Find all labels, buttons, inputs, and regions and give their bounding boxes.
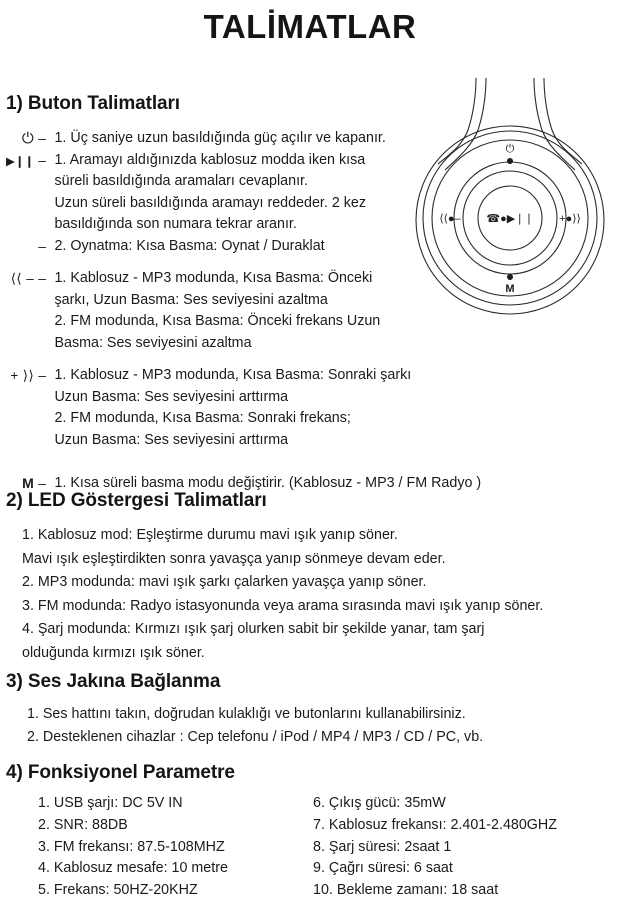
- list-item: 4. Şarj modunda: Kırmızı ışık şarj olurken sabit bir şekilde yanar, tam şarj: [22, 621, 485, 637]
- next-track-icon-glyph: + ⟩⟩: [10, 368, 35, 383]
- mode-label: M: [505, 283, 515, 295]
- param-item: 8. Şarj süresi: 2saat 1: [313, 838, 452, 855]
- row-dash: –: [38, 151, 47, 168]
- desc-line: Uzun süreli basıldığında aramayı reddeder. 2 kez: [54, 194, 366, 211]
- desc-line: 1. Üç saniye uzun basıldığında güç açılır ve kapanır.: [54, 130, 386, 146]
- play-pause-description: [53, 150, 481, 236]
- volume-up-label: +●⟩⟩: [559, 213, 581, 225]
- desc-line: şarkı, Uzun Basma: Ses seviyesini azaltma: [54, 291, 328, 308]
- audio-jack-instructions-list: [27, 703, 617, 748]
- call-play-label: ☎●▶❘❘: [486, 213, 534, 225]
- play-pause-icon: [6, 150, 53, 236]
- headband-right-arm-inner: [534, 78, 575, 170]
- section-heading-led: 2) LED Göstergesi Talimatları: [6, 490, 267, 511]
- desc-line: 1. Kısa süreli basma modu değiştirir. (Kablosuz - MP3 / FM Radyo ): [54, 475, 482, 491]
- list-item: 3. FM modunda: Radyo istasyonunda veya arama sırasında mavi ışık yanıp söner.: [22, 597, 544, 614]
- power-description: [53, 128, 481, 150]
- spacer-row: [6, 354, 481, 365]
- page-title: TALİMATLAR: [203, 8, 417, 45]
- power-label: ⏻: [505, 143, 515, 155]
- next-track-volume-up-icon: [6, 365, 53, 451]
- desc-line: 1. Aramayı aldığınızda kablosuz modda iken kısa: [54, 151, 366, 168]
- power-icon-glyph: ⏻: [21, 130, 35, 147]
- play-pause-icon-glyph: ▶❙❙: [6, 155, 35, 168]
- section-heading-audio-jack: 3) Ses Jakına Bağlanma: [6, 671, 221, 692]
- list-item: olduğunda kırmızı ışık söner.: [22, 644, 205, 661]
- row-dash: –: [38, 475, 47, 491]
- spacer-row: [6, 451, 481, 462]
- table-row: [6, 365, 481, 451]
- led-instructions-list: [22, 524, 618, 665]
- power-led-dot: [507, 158, 513, 164]
- list-item: Mavi ışık eşleştirdikten sonra yavaşça yanıp sönmeye devam eder.: [22, 550, 446, 567]
- previous-track-icon-glyph: ⟨⟨ –: [10, 271, 35, 286]
- desc-line: 2. FM modunda, Kısa Basma: Sonraki frekans;: [54, 410, 351, 426]
- param-item: 4. Kablosuz mesafe: 10 metre: [38, 860, 228, 877]
- list-item: 2. MP3 modunda: mavi ışık şarkı çalarken yavaşça yanıp söner.: [22, 574, 427, 590]
- playback-description: [53, 236, 481, 258]
- param-item: 10. Bekleme zamanı: 18 saat: [313, 882, 499, 899]
- previous-track-volume-down-icon: [6, 268, 53, 354]
- desc-line: basıldığında son numara tekrar aranır.: [54, 216, 297, 232]
- section-heading-buttons: 1) Buton Talimatları: [6, 93, 180, 114]
- param-item: 2. SNR: 88DB: [38, 816, 128, 833]
- row-dash: –: [38, 237, 47, 254]
- desc-line: süreli basıldığında aramaları cevaplanır.: [54, 173, 308, 189]
- mode-led-dot: [507, 274, 513, 280]
- row-dash: –: [38, 367, 47, 383]
- next-track-description: [53, 365, 481, 451]
- playback-row-marker: [6, 236, 53, 258]
- volume-down-label: ⟨⟨●–: [439, 213, 461, 225]
- desc-line: Uzun Basma: Ses seviyesini arttırma: [54, 431, 289, 448]
- param-item: 6. Çıkış gücü: 35mW: [313, 795, 446, 811]
- list-item: 1. Kablosuz mod: Eşleştirme durumu mavi ışık yanıp söner.: [22, 527, 398, 543]
- section-heading-parameters: 4) Fonksiyonel Parametre: [6, 762, 235, 783]
- earcup-center-ring: [478, 186, 542, 250]
- desc-line: 1. Kablosuz - MP3 modunda, Kısa Basma: Sonraki şarkı: [54, 367, 412, 383]
- headband-right-arm: [544, 78, 582, 164]
- desc-line: 2. FM modunda, Kısa Basma: Önceki frekans Uzun: [54, 313, 381, 329]
- table-row: [6, 236, 481, 258]
- list-item: 1. Ses hattını takın, doğrudan kulaklığı ve butonlarını kullanabilirsiniz.: [27, 706, 466, 722]
- param-item: 9. Çağrı süresi: 6 saat: [313, 860, 453, 877]
- button-instructions-table: [6, 128, 481, 495]
- table-row: [6, 150, 481, 236]
- table-row: [6, 268, 481, 354]
- param-item: 7. Kablosuz frekansı: 2.401-2.480GHZ: [313, 816, 557, 833]
- desc-line: Basma: Ses seviyesini azaltma: [54, 334, 252, 351]
- desc-line: 2. Oynatma: Kısa Basma: Oynat / Duraklat: [54, 237, 325, 254]
- param-item: 5. Frekans: 50HZ-20KHZ: [38, 882, 198, 899]
- param-item: 3. FM frekansı: 87.5-108MHZ: [38, 838, 225, 855]
- spacer-row: [6, 462, 481, 473]
- functional-parameters-table: [38, 793, 618, 902]
- row-dash: –: [38, 130, 47, 146]
- param-item: 1. USB şarjı: DC 5V IN: [38, 795, 183, 811]
- previous-track-description: [53, 268, 481, 354]
- power-icon: [6, 128, 53, 150]
- desc-line: 1. Kablosuz - MP3 modunda, Kısa Basma: Önceki: [54, 270, 373, 286]
- list-item: 2. Desteklenen cihazlar : Cep telefonu / iPod / MP4 / MP3 / CD / PC, vb.: [27, 728, 484, 745]
- table-row: [6, 128, 481, 150]
- desc-line: Uzun Basma: Ses seviyesini arttırma: [54, 388, 289, 405]
- row-dash: –: [38, 270, 47, 286]
- mode-icon-glyph: M: [22, 475, 35, 491]
- spacer-row: [6, 257, 481, 268]
